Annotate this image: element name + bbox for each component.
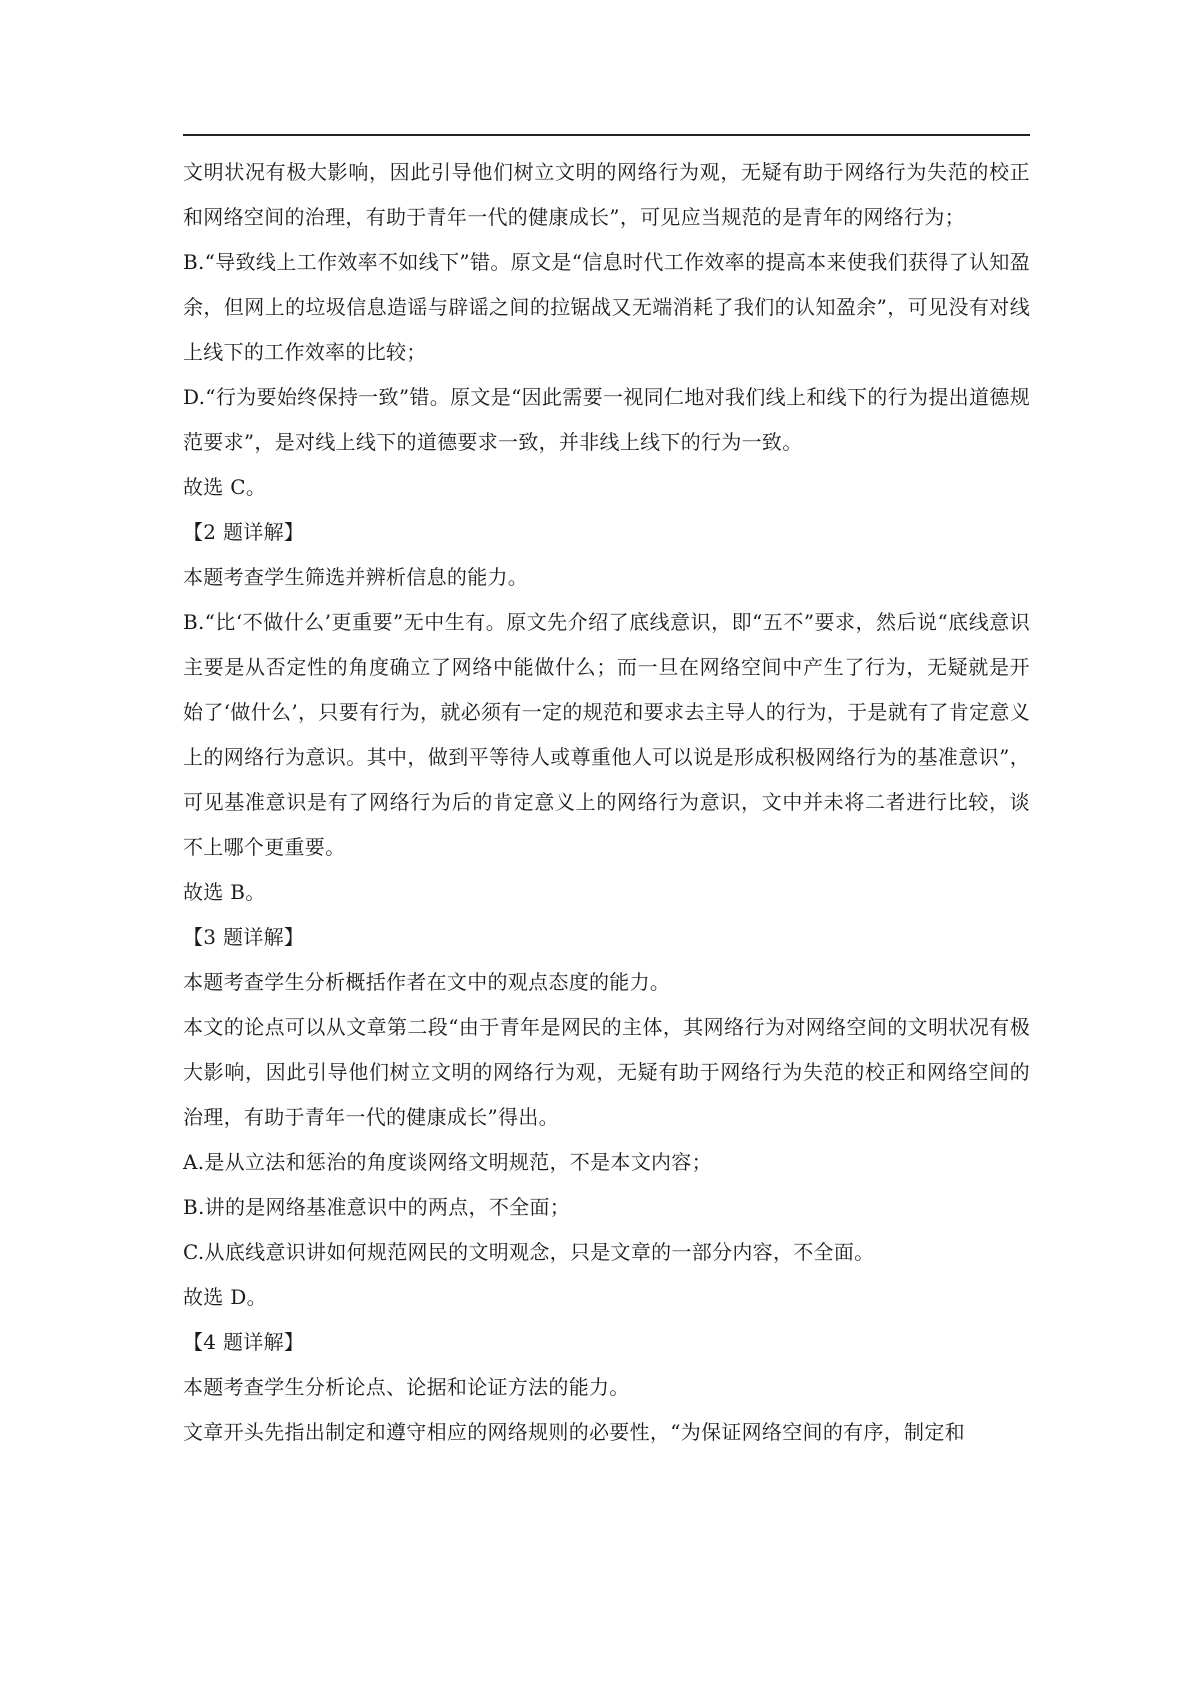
paragraph-q3-option-a: A.是从立法和惩治的角度谈网络文明规范，不是本文内容；: [183, 1150, 712, 1174]
section-heading-q4: 【4 题详解】: [183, 1330, 305, 1354]
header-rule: [183, 134, 1030, 136]
paragraph-answer-2: 故选 B。: [183, 880, 266, 904]
paragraph-q2-intro: 本题考查学生筛选并辨析信息的能力。: [183, 565, 529, 589]
paragraph-continued-text: 文明状况有极大影响，因此引导他们树立文明的网络行为观，无疑有助于网络行为失范的校正和网络空间的治理，有助于青年一代的健康成长”，可见应当规范的是青年的网络行为；: [183, 160, 1030, 229]
paragraph-q2-option-b: B.“比‘不做什么’更重要”无中生有。原文先介绍了底线意识，即“五不”要求，然后说“底线意识主要是从否定性的角度确立了网络中能做什么；而一旦在网络空间中产生了行为，无疑就是开始了‘做什么’，只要有行为，就必须有一定的规范和要求去主导人的行为，于是就有了肯定意义上的网络行为意识。其中，做到平等待人或尊重他人可以说是形成积极网络行为的基准意识”，可见基准意识是有了网络行为后的肯定意义上的网络行为意识，文中并未将二者进行比较，谈不上哪个更重要。: [183, 610, 1030, 859]
paragraph-q3-option-b: B.讲的是网络基准意识中的两点，不全面；: [183, 1195, 571, 1219]
document-body: [183, 150, 1030, 1455]
paragraph-answer-3: 故选 D。: [183, 1285, 267, 1309]
paragraph-option-d: D.“行为要始终保持一致”错。原文是“因此需要一视同仁地对我们线上和线下的行为提出道德规范要求”，是对线上线下的道德要求一致，并非线上线下的行为一致。: [183, 385, 1030, 454]
paragraph-q3-thesis: 本文的论点可以从文章第二段“由于青年是网民的主体，其网络行为对网络空间的文明状况有极大影响，因此引导他们树立文明的网络行为观，无疑有助于网络行为失范的校正和网络空间的治理，有助于青年一代的健康成长”得出。: [183, 1015, 1030, 1129]
section-heading-q3: 【3 题详解】: [183, 925, 305, 949]
paragraph-q3-intro: 本题考查学生分析概括作者在文中的观点态度的能力。: [183, 970, 671, 994]
paragraph-q4-analysis: 文章开头先指出制定和遵守相应的网络规则的必要性，“为保证网络空间的有序，制定和: [183, 1420, 965, 1444]
paragraph-q3-option-c: C.从底线意识讲如何规范网民的文明观念，只是文章的一部分内容，不全面。: [183, 1240, 875, 1264]
document-page: [183, 0, 1030, 1698]
paragraph-answer-1: 故选 C。: [183, 475, 267, 499]
paragraph-option-b: B.“导致线上工作效率不如线下”错。原文是“信息时代工作效率的提高本来使我们获得了认知盈余，但网上的垃圾信息造谣与辟谣之间的拉锯战又无端消耗了我们的认知盈余”，可见没有对线上线下的工作效率的比较；: [183, 250, 1030, 364]
section-heading-q2: 【2 题详解】: [183, 520, 305, 544]
paragraph-q4-intro: 本题考查学生分析论点、论据和论证方法的能力。: [183, 1375, 630, 1399]
